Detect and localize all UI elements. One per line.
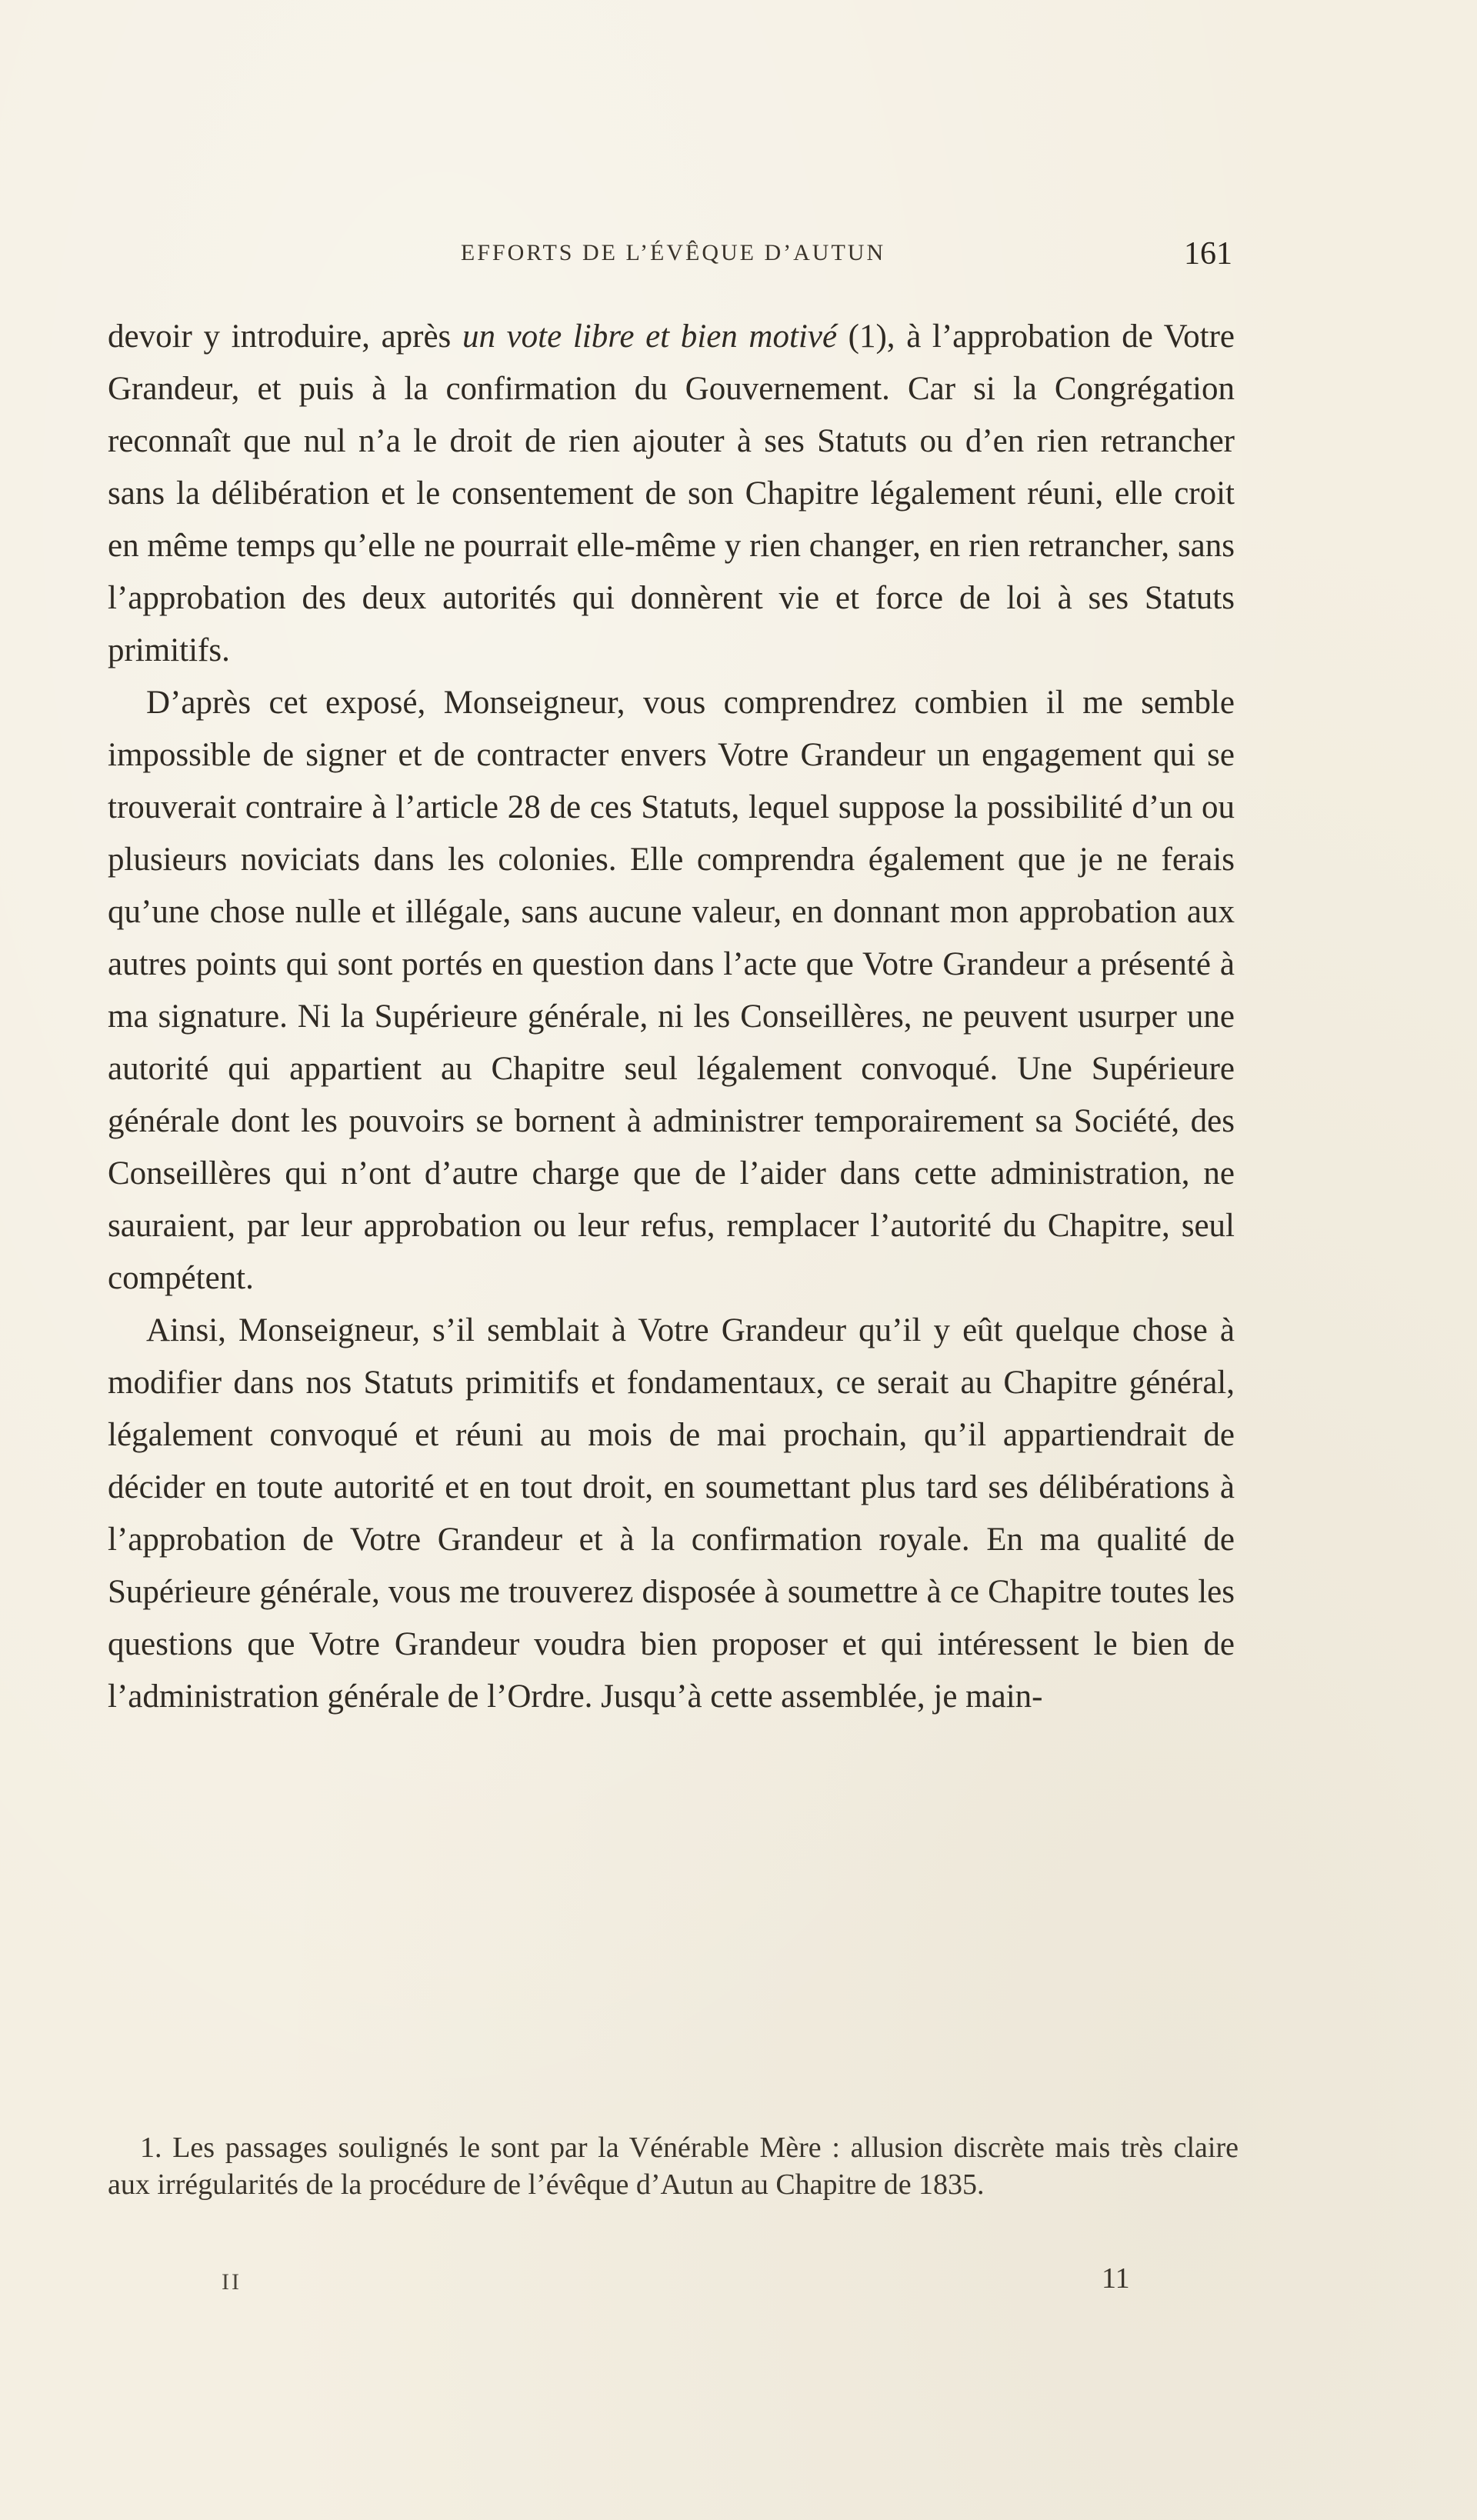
paragraph-1 — [108, 311, 1235, 677]
paragraph-1-start: devoir y introduire, après — [108, 318, 462, 355]
volume-signature: II — [222, 2269, 242, 2295]
sheet-signature: 11 — [1102, 2262, 1130, 2295]
footnote: 1. Les passages soulignés le sont par la Vénérable Mère : allusion discrète mais très claire aux irrégularités de la procédure de l’évêque d’Autun au Chapitre de 1835. — [108, 2132, 1239, 2201]
underlined-passage: un vote libre et bien motivé — [462, 318, 838, 355]
body-text — [108, 311, 1235, 1723]
paragraph-3: Ainsi, Monseigneur, s’il semblait à Votre Grandeur qu’il y eût quelque chose à modifier dans nos Statuts primitifs et fondamentaux, ce serait au Chapitre général, légalement convoqué et réuni au mois de mai prochain, qu’il appartiendrait de décider en toute autorité et en tout droit, en soumettant plus tard ses délibérations à l’approbation de Votre Grandeur et à la confirmation royale. En ma qualité de Supérieure générale, vous me trouverez disposée à soumettre à ce Chapitre toutes les questions que Votre Grandeur voudra bien proposer et qui intéressent le bien de l’administration générale de l’Ordre. Jusqu’à cette assemblée, je main- — [108, 1312, 1235, 1715]
running-title: EFFORTS DE L’ÉVÊQUE D’AUTUN — [460, 240, 886, 265]
paragraph-1-rest: (1), à l’approbation de Votre Grandeur, et puis à la confirmation du Gouvernement. Car si la Congrégation reconnaît que nul n’a le droit de rien ajouter à ses Statuts ou d’en rien retrancher sans la délibération et le consentement de son Chapitre légalement réuni, elle croit en même temps qu’elle ne pourrait elle-même y rien changer, en rien retrancher, sans l’approbation des deux autorités qui donnèrent vie et force de loi à ses Statuts primitifs. — [108, 318, 1235, 668]
running-head — [108, 236, 1239, 286]
paragraph-2: D’après cet exposé, Monseigneur, vous comprendrez combien il me semble impossible de signer et de contracter envers Votre Grandeur un engagement qui se trouverait contraire à l’article 28 de ces Statuts, lequel suppose la possibilité d’un ou plusieurs noviciats dans les colonies. Elle comprendra également que je ne ferais qu’une chose nulle et illégale, sans aucune valeur, en donnant mon approbation aux autres points qui sont portés en question dans l’acte que Votre Grandeur a présenté à ma signature. Ni la Supérieure générale, ni les Conseillères, ne peuvent usurper une autorité qui appartient au Chapitre seul légalement convoqué. Une Supérieure générale dont les pouvoirs se bornent à administrer temporairement sa Société, des Conseillères qui n’ont d’autre charge que de l’aider dans cette administration, ne sauraient, par leur approbation ou leur refus, remplacer l’autorité du Chapitre, seul compétent. — [108, 685, 1235, 1296]
page-number: 161 — [1184, 236, 1232, 272]
